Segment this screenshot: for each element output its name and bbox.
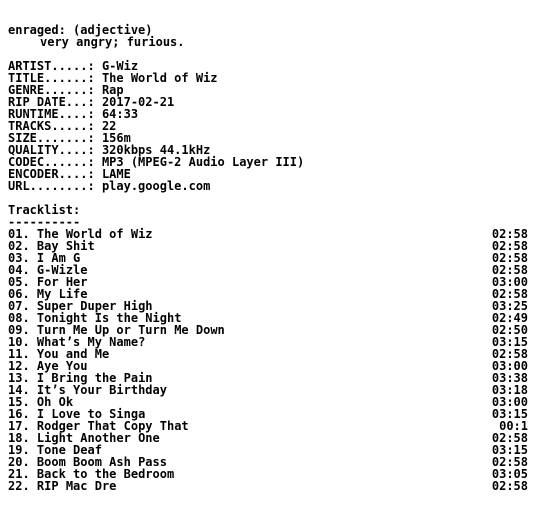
info-value: play.google.com	[101, 179, 211, 193]
track-title: Back to the Bedroom	[36, 467, 175, 481]
track-number: 04.	[8, 263, 30, 277]
track-duration: 03:15	[491, 335, 528, 349]
track-title: Light Another One	[36, 431, 160, 445]
info-value: 2017-02-21	[101, 95, 175, 109]
info-value: G-Wiz	[101, 59, 139, 73]
track-title: You and Me	[36, 347, 110, 361]
track-title: My Life	[36, 287, 88, 301]
track-row	[8, 384, 528, 396]
info-key: CODEC......:	[8, 155, 95, 169]
track-number: 22.	[8, 479, 30, 493]
track-duration: 02:58	[491, 431, 528, 445]
track-number: 01.	[8, 227, 30, 241]
track-number: 18.	[8, 431, 30, 445]
track-title: I Am G	[36, 251, 81, 265]
track-title: Oh Ok	[36, 395, 74, 409]
track-number: 08.	[8, 311, 30, 325]
track-number: 14.	[8, 383, 30, 397]
track-title: G-Wizle	[36, 263, 88, 277]
track-title: Tonight Is the Night	[36, 311, 182, 325]
tracklist-rule: ----------	[8, 215, 81, 229]
track-number: 02.	[8, 239, 30, 253]
info-line-url	[8, 180, 210, 192]
track-title: Rodger That Copy That	[36, 419, 189, 433]
track-number: 03.	[8, 251, 30, 265]
track-number: 13.	[8, 371, 30, 385]
track-duration: 02:58	[491, 479, 528, 493]
info-value: 320kbps 44.1kHz	[101, 143, 211, 157]
info-key: GENRE......:	[8, 83, 95, 97]
info-value: The World of Wiz	[101, 71, 218, 85]
track-duration: 02:58	[491, 263, 528, 277]
track-number: 20.	[8, 455, 30, 469]
info-key: TITLE......:	[8, 71, 95, 85]
info-key: SIZE.......:	[8, 131, 95, 145]
track-row	[8, 240, 528, 252]
track-duration: 02:49	[491, 311, 528, 325]
info-key: ENCODER....:	[8, 167, 95, 181]
track-title: Super Duper High	[36, 299, 153, 313]
tracklist-heading: Tracklist:	[8, 203, 81, 217]
track-duration: 03:00	[491, 359, 528, 373]
track-title: For Her	[36, 275, 88, 289]
definition-headline: enraged: (adjective)	[8, 23, 153, 37]
track-number: 06.	[8, 287, 30, 301]
track-number: 21.	[8, 467, 30, 481]
track-title: What’s My Name?	[36, 335, 146, 349]
track-duration: 02:58	[491, 455, 528, 469]
track-duration: 00:1	[499, 419, 528, 433]
info-value: 64:33	[101, 107, 139, 121]
track-duration: 03:00	[491, 275, 528, 289]
track-number: 11.	[8, 347, 30, 361]
track-title: It’s Your Birthday	[36, 383, 167, 397]
track-number: 05.	[8, 275, 30, 289]
info-key: QUALITY....:	[8, 143, 95, 157]
info-value: 22	[101, 119, 117, 133]
info-key: RIP DATE...:	[8, 95, 95, 109]
track-number: 12.	[8, 359, 30, 373]
info-value: Rap	[101, 83, 124, 97]
track-duration: 03:00	[491, 395, 528, 409]
track-title: Tone Deaf	[36, 443, 102, 457]
track-duration: 03:25	[491, 299, 528, 313]
track-title: Boom Boom Ash Pass	[36, 455, 167, 469]
info-key: ARTIST.....:	[8, 59, 95, 73]
track-duration: 02:58	[491, 287, 528, 301]
track-duration: 02:58	[491, 251, 528, 265]
track-title: RIP Mac Dre	[36, 479, 117, 493]
track-title: Bay Shit	[36, 239, 95, 253]
info-key: URL........:	[8, 179, 95, 193]
track-title: The World of Wiz	[36, 227, 153, 241]
info-value: MP3 (MPEG-2 Audio Layer III)	[101, 155, 305, 169]
track-number: 10.	[8, 335, 30, 349]
track-duration: 03:38	[491, 371, 528, 385]
track-duration: 03:15	[491, 407, 528, 421]
track-title: Aye You	[36, 359, 88, 373]
track-number: 19.	[8, 443, 30, 457]
track-title: I Love to Singa	[36, 407, 146, 421]
track-duration: 03:05	[491, 467, 528, 481]
track-number: 16.	[8, 407, 30, 421]
info-key: TRACKS.....:	[8, 119, 95, 133]
track-duration: 02:50	[491, 323, 528, 337]
definition-meaning: very angry; furious.	[40, 35, 185, 49]
info-value: LAME	[101, 167, 131, 181]
track-number: 07.	[8, 299, 30, 313]
track-duration: 02:58	[491, 347, 528, 361]
track-duration: 03:15	[491, 443, 528, 457]
track-number: 17.	[8, 419, 30, 433]
track-duration: 03:18	[491, 383, 528, 397]
info-key: RUNTIME....:	[8, 107, 95, 121]
track-duration: 02:58	[491, 227, 528, 241]
info-value: 156m	[101, 131, 131, 145]
track-number: 15.	[8, 395, 30, 409]
track-title: Turn Me Up or Turn Me Down	[36, 323, 225, 337]
track-row	[8, 480, 528, 492]
track-title: I Bring the Pain	[36, 371, 153, 385]
track-number: 09.	[8, 323, 30, 337]
track-duration: 02:58	[491, 239, 528, 253]
